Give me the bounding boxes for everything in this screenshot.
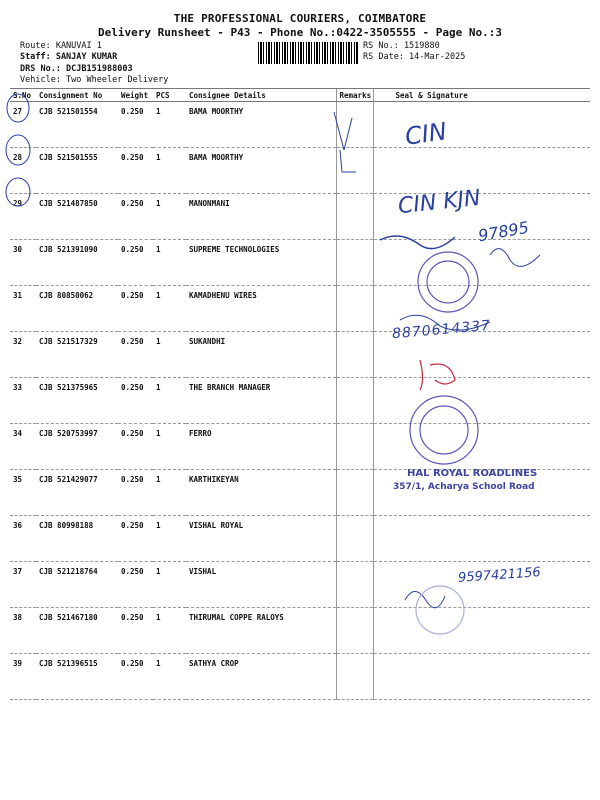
table-header [10,89,590,102]
row-consignee: BAMA MOORTHY [186,102,336,148]
row-consignee: KARTHIKEYAN [186,470,336,516]
col-seal: Seal & Signature [373,89,590,102]
row-pcs: 1 [153,516,186,562]
table-row [10,654,590,700]
row-sno: 36 [10,516,36,562]
row-sno: 34 [10,424,36,470]
row-pcs: 1 [153,424,186,470]
row-weight: 0.250 [118,194,153,240]
col-sno: S.No [10,89,36,102]
row-consignee: KAMADHENU WIRES [186,286,336,332]
handwriting-28: CIN [403,117,449,151]
row-weight: 0.250 [118,148,153,194]
col-weight: Weight [118,89,153,102]
row-consignee: BAMA MOORTHY [186,148,336,194]
row-remarks [336,194,373,240]
row-remarks [336,424,373,470]
row-consignment-no: CJB 80850062 [36,286,118,332]
row-seal [373,424,590,470]
row-pcs: 1 [153,562,186,608]
row-consignment-no: CJB 521487850 [36,194,118,240]
row-remarks [336,608,373,654]
row-consignment-no: CJB 521517329 [36,332,118,378]
row-consignment-no: CJB 521218764 [36,562,118,608]
row-weight: 0.250 [118,286,153,332]
row-consignment-no: CJB 521501555 [36,148,118,194]
table-row [10,102,590,148]
row-weight: 0.250 [118,240,153,286]
row-consignee: THIRUMAL COPPE RALOYS [186,608,336,654]
row-consignee: SUPREME TECHNOLOGIES [186,240,336,286]
row-pcs: 1 [153,378,186,424]
row-weight: 0.250 [118,608,153,654]
row-remarks [336,332,373,378]
row-consignee: VISHAL [186,562,336,608]
table-row [10,240,590,286]
row-sno: 39 [10,654,36,700]
table-row [10,332,590,378]
row-consignment-no: CJB 521391090 [36,240,118,286]
row-weight: 0.250 [118,102,153,148]
row-remarks [336,148,373,194]
handwriting-32: 8870614337 [391,317,492,343]
row-sno: 31 [10,286,36,332]
row-sno: 29 [10,194,36,240]
row-seal [373,148,590,194]
row-weight: 0.250 [118,332,153,378]
col-consignment: Consignment No [36,89,118,102]
row-remarks [336,378,373,424]
row-weight: 0.250 [118,424,153,470]
row-remarks [336,240,373,286]
row-consignee: SUKANDHI [186,332,336,378]
row-sno: 27 [10,102,36,148]
staff-text: Staff: SANJAY KUMAR [20,52,118,62]
table-row [10,378,590,424]
company-title: THE PROFESSIONAL COURIERS, COIMBATORE [173,12,427,25]
row-consignee: SATHYA CROP [186,654,336,700]
barcode [258,42,358,64]
row-pcs: 1 [153,148,186,194]
row-seal [373,378,590,424]
handwriting-30: 97895 [476,217,531,246]
row-pcs: 1 [153,240,186,286]
row-sno: 38 [10,608,36,654]
route-text: Route: KANUVAI 1 [20,41,102,51]
row-consignment-no: CJB 521429077 [36,470,118,516]
row-sno: 33 [10,378,36,424]
row-weight: 0.250 [118,378,153,424]
row-consignee: THE BRANCH MANAGER [186,378,336,424]
row-pcs: 1 [153,194,186,240]
row-consignee: MANONMANI [186,194,336,240]
stamp-36-address: 357/1, Acharya School Road [393,482,535,492]
col-consignee: Consignee Details [186,89,336,102]
row-sno: 30 [10,240,36,286]
table-row [10,608,590,654]
row-sno: 28 [10,148,36,194]
row-remarks [336,654,373,700]
row-consignee: VISHAL ROYAL [186,516,336,562]
row-weight: 0.250 [118,470,153,516]
vehicle-text: Vehicle: Two Wheeler Delivery [20,75,169,85]
row-remarks [336,562,373,608]
row-consignment-no: CJB 520753997 [36,424,118,470]
table-row [10,424,590,470]
row-remarks [336,470,373,516]
rs-date-text: RS Date: 14-Mar-2025 [363,52,466,62]
table-row [10,516,590,562]
row-sno: 37 [10,562,36,608]
row-sno: 35 [10,470,36,516]
row-pcs: 1 [153,608,186,654]
row-seal [373,608,590,654]
row-sno: 32 [10,332,36,378]
row-seal [373,516,590,562]
row-pcs: 1 [153,470,186,516]
runsheet-title: Delivery Runsheet - P43 - Phone No.:0422-3505555 - Page No.:3 [98,26,502,39]
table-row [10,148,590,194]
rs-no-text: RS No.: 1519880 [363,41,440,51]
row-remarks [336,102,373,148]
row-consignment-no: CJB 521501554 [36,102,118,148]
row-seal [373,654,590,700]
stamp-36-name: HAL ROYAL ROADLINES [407,468,538,479]
row-seal [373,240,590,286]
row-consignment-no: CJB 521375965 [36,378,118,424]
table-row [10,286,590,332]
row-consignment-no: CJB 521467180 [36,608,118,654]
col-remarks: Remarks [336,89,373,102]
row-weight: 0.250 [118,654,153,700]
row-consignee: FERRO [186,424,336,470]
row-weight: 0.250 [118,562,153,608]
row-remarks [336,286,373,332]
row-weight: 0.250 [118,516,153,562]
drs-text: DRS No.: DCJB151988003 [20,64,133,74]
row-pcs: 1 [153,102,186,148]
row-consignment-no: CJB 80998188 [36,516,118,562]
row-pcs: 1 [153,286,186,332]
row-consignment-no: CJB 521396515 [36,654,118,700]
handwriting-29: CIN KJN [396,185,482,220]
runsheet-table [10,88,590,700]
row-pcs: 1 [153,654,186,700]
row-remarks [336,516,373,562]
handwriting-38: 9597421156 [457,565,542,586]
row-pcs: 1 [153,332,186,378]
col-pcs: PCS [153,89,186,102]
